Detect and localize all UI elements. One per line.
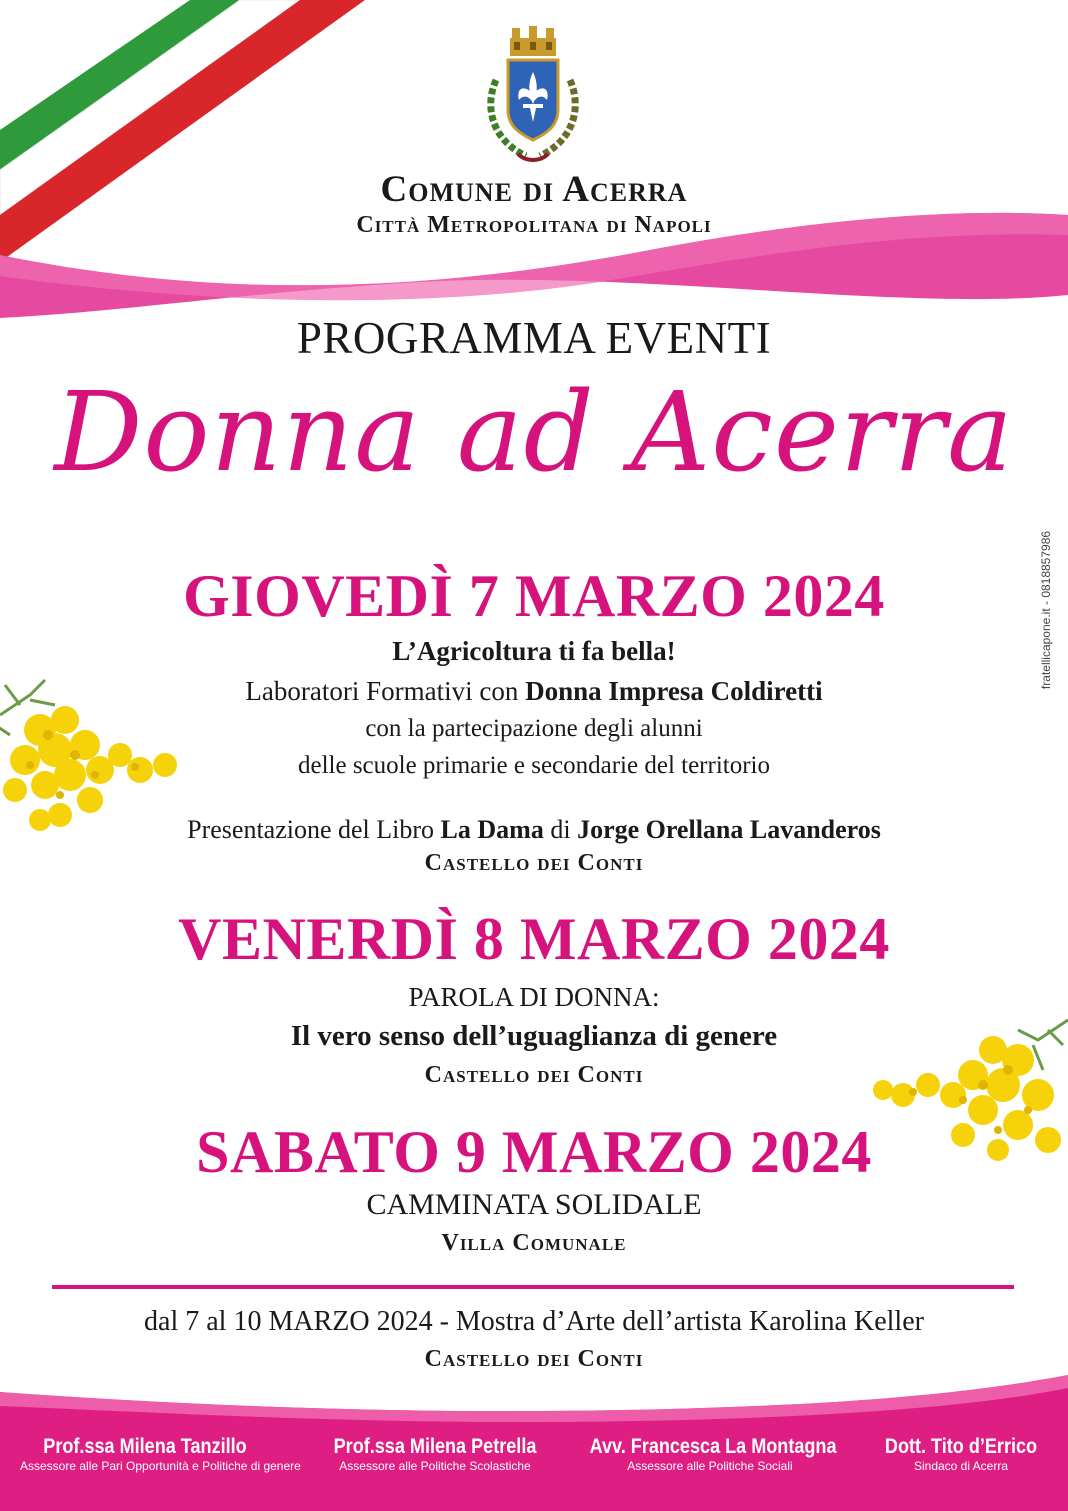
signatory-role: Sindaco di Acerra: [913, 1459, 1009, 1473]
signatory-role: Assessore alle Politiche Scolastiche: [339, 1459, 531, 1473]
signatory-3: [570, 1435, 850, 1473]
signatory-role: Assessore alle Pari Opportunità e Politiche di genere: [20, 1459, 301, 1473]
coat-of-arms-emblem: [474, 22, 592, 167]
day1-workshop-line: [0, 676, 1068, 707]
exhibit-text: dal 7 al 10 MARZO 2024 - Mostra d’Arte dell’artista Karolina Keller: [144, 1306, 924, 1337]
day1-place: Castello dei Conti: [424, 850, 644, 876]
organization-name: Comune di Acerra: [380, 169, 688, 210]
day1-workshop-text: Laboratori Formativi con: [245, 676, 526, 706]
printer-credit-text: fratellicapone.it - 0818857986: [1039, 530, 1053, 690]
day2-date: VENERDÌ 8 MARZO 2024: [178, 906, 890, 972]
day1-book-title: La Dama: [440, 815, 544, 844]
signatory-role: Assessore alle Politiche Sociali: [627, 1459, 793, 1473]
signatory-name: Avv. Francesca La Montagna: [589, 1435, 837, 1458]
signatory-name: Prof.ssa Milena Tanzillo: [43, 1435, 247, 1458]
exhibit-place: Castello dei Conti: [424, 1346, 644, 1372]
signatory-4: [866, 1435, 1056, 1473]
day1-book-by: di: [543, 815, 578, 844]
event-title: Donna ad Acerra: [54, 368, 1014, 496]
day3-event-title: CAMMINATA SOLIDALE: [366, 1188, 702, 1221]
organization-subtitle: Città Metropolitana di Napoli: [356, 212, 712, 238]
signatory-name: Dott. Tito d’Errico: [884, 1435, 1038, 1458]
day2-event-title: PAROLA DI DONNA:: [408, 982, 660, 1012]
day1-event-title: L’Agricoltura ti fa bella!: [392, 636, 676, 666]
day3-place: Villa Comunale: [441, 1230, 627, 1256]
section-divider: [52, 1285, 1014, 1289]
day2-place: Castello dei Conti: [424, 1062, 644, 1088]
signatory-name: Prof.ssa Milena Petrella: [333, 1435, 537, 1458]
day3-date: SABATO 9 MARZO 2024: [196, 1119, 872, 1185]
signatory-2: [315, 1435, 555, 1473]
day1-workshop-partner: Donna Impresa Coldiretti: [525, 676, 823, 706]
day1-date: GIOVEDÌ 7 MARZO 2024: [183, 563, 885, 629]
program-heading: PROGRAMMA EVENTI: [296, 313, 772, 363]
day1-schools-line: delle scuole primarie e secondarie del territorio: [297, 752, 770, 779]
signatory-1: [20, 1435, 301, 1473]
day2-subtitle: Il vero senso dell’uguaglianza di genere: [290, 1020, 778, 1052]
day1-book-text: Presentazione del Libro: [187, 815, 441, 844]
day1-book-author: Jorge Orellana Lavanderos: [577, 815, 881, 844]
day1-book-line: [0, 815, 1068, 845]
day1-participation-line: con la partecipazione degli alunni: [365, 715, 703, 742]
